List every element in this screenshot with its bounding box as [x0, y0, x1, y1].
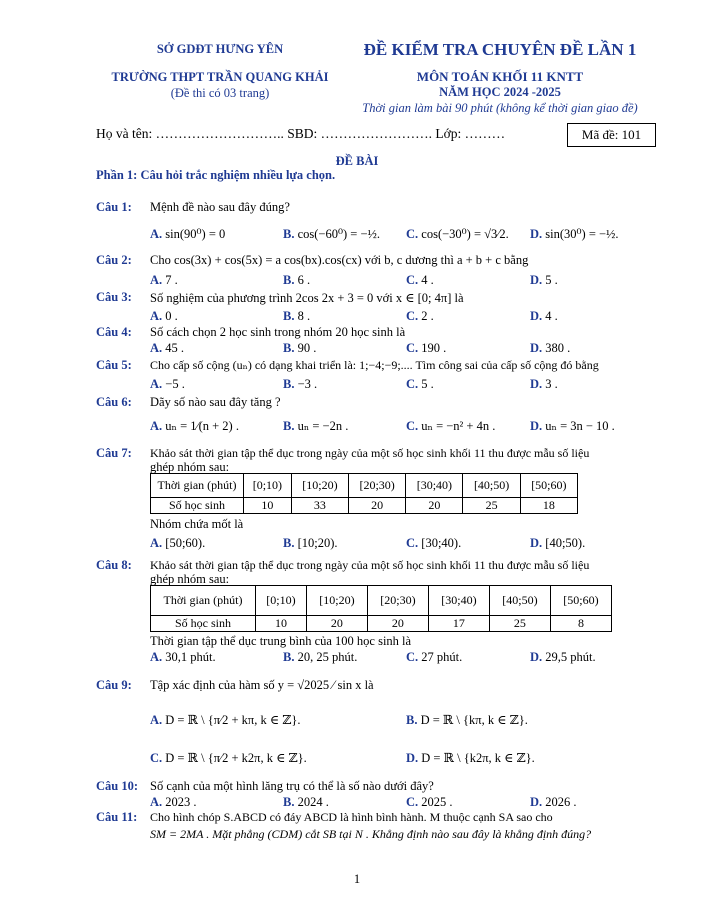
- option-a: A. 2023 .: [150, 795, 197, 809]
- table-cell: [0;10): [244, 474, 292, 498]
- table-header-cell: Số học sinh: [151, 616, 256, 632]
- question-label: Câu 7:: [96, 446, 132, 460]
- question-label: Câu 5:: [96, 358, 132, 372]
- question-text: Dãy số nào sau đây tăng ?: [150, 395, 281, 409]
- option-c: C. cos(−30⁰) = √3⁄2.: [406, 227, 509, 241]
- option-b: B. 6 .: [283, 273, 311, 287]
- question-label: Câu 1:: [96, 200, 132, 214]
- option-c: C. 5 .: [406, 377, 434, 391]
- department-name: SỞ GDĐT HƯNG YÊN: [156, 42, 284, 56]
- option-b: B. cos(−60⁰) = −½.: [283, 227, 380, 241]
- option-c: C. 4 .: [406, 273, 434, 287]
- option-a: A. sin(90⁰) = 0: [150, 227, 226, 241]
- question-label: Câu 2:: [96, 253, 132, 267]
- table-cell: 20: [349, 498, 406, 514]
- table-cell: 20: [367, 616, 428, 632]
- question-text: Số nghiệm của phương trình 2cos 2x + 3 = 0 với x ∈ [0; 4π] là: [150, 291, 464, 305]
- option-a: A. 7 .: [150, 273, 178, 287]
- question-label: Câu 9:: [96, 678, 132, 692]
- table-cell: [40;50): [463, 474, 520, 498]
- table-cell: 18: [520, 498, 577, 514]
- option-a: A. [50;60).: [150, 536, 206, 550]
- option-d: D. D = ℝ \ {k2π, k ∈ ℤ}.: [406, 751, 535, 765]
- table-header-cell: Số học sinh: [151, 498, 244, 514]
- exam-code-box: Mã đề: 101: [567, 123, 656, 147]
- option-b: B. 8 .: [283, 309, 311, 323]
- table-cell: 25: [489, 616, 550, 632]
- table-cell: [0;10): [256, 586, 307, 616]
- table-cell: 20: [406, 498, 463, 514]
- option-b: B. D = ℝ \ {kπ, k ∈ ℤ}.: [406, 713, 528, 727]
- option-c: C. 27 phút.: [406, 650, 463, 664]
- frequency-table: [150, 585, 612, 632]
- table-cell: [50;60): [520, 474, 577, 498]
- option-d: D. sin(30⁰) = −½.: [530, 227, 619, 241]
- option-b: B. 2024 .: [283, 795, 329, 809]
- table-cell: [30;40): [406, 474, 463, 498]
- table-header-cell: Thời gian (phút): [151, 586, 256, 616]
- question-label: Câu 8:: [96, 558, 132, 572]
- option-d: D. 380 .: [530, 341, 571, 355]
- option-b: B. [10;20).: [283, 536, 338, 550]
- subject-title: MÔN TOÁN KHỐI 11 KNTT: [416, 69, 584, 84]
- question-text-cont: SM = 2MA . Mặt phẳng (CDM) cắt SB tại N . Khẳng định nào sau đây là khẳng định đúng?: [150, 827, 592, 841]
- pages-note: (Đề thi có 03 trang): [170, 86, 270, 100]
- option-a: A. 45 .: [150, 341, 185, 355]
- school-year: NĂM HỌC 2024 -2025: [439, 85, 561, 99]
- question-label: Câu 3:: [96, 290, 132, 304]
- option-a: A. D = ℝ \ {π⁄2 + kπ, k ∈ ℤ}.: [150, 713, 301, 727]
- table-cell: [10;20): [291, 474, 348, 498]
- table-cell: [40;50): [489, 586, 550, 616]
- option-c: C. 190 .: [406, 341, 447, 355]
- option-a: A. 30,1 phút.: [150, 650, 216, 664]
- option-b: B. 90 .: [283, 341, 317, 355]
- option-d: D. 29,5 phút.: [530, 650, 596, 664]
- option-b: B. uₙ = −2n .: [283, 419, 349, 433]
- option-b: B. 20, 25 phút.: [283, 650, 358, 664]
- question-label: Câu 4:: [96, 325, 132, 339]
- question-text: Khảo sát thời gian tập thể dục trong ngày của một số học sinh khối 11 thu được mẫu số liệu: [150, 446, 590, 460]
- question-text-cont: ghép nhóm sau:: [150, 572, 230, 586]
- question-prompt: Nhóm chứa mốt là: [150, 517, 244, 531]
- option-d: D. 3 .: [530, 377, 558, 391]
- school-name: TRƯỜNG THPT TRẦN QUANG KHẢI: [111, 70, 329, 84]
- question-text: Khảo sát thời gian tập thể dục trong ngày của một số học sinh khối 11 thu được mẫu số liệu: [150, 558, 590, 572]
- table-cell: 25: [463, 498, 520, 514]
- option-a: A. 0 .: [150, 309, 178, 323]
- question-text: Cho cos(3x) + cos(5x) = a cos(bx).cos(cx) với b, c dương thì a + b + c bằng: [150, 253, 529, 267]
- table-cell: 33: [291, 498, 348, 514]
- option-c: C. uₙ = −n² + 4n .: [406, 419, 496, 433]
- table-cell: 10: [256, 616, 307, 632]
- option-a: A. −5 .: [150, 377, 185, 391]
- question-text: Số cạnh của một hình lăng trụ có thể là số nào dưới đây?: [150, 779, 434, 793]
- option-b: B. −3 .: [283, 377, 318, 391]
- page-number: 1: [353, 872, 361, 886]
- option-c: C. 2025 .: [406, 795, 453, 809]
- option-d: D. uₙ = 3n − 10 .: [530, 419, 615, 433]
- option-d: D. 4 .: [530, 309, 558, 323]
- question-label: Câu 11:: [96, 810, 138, 824]
- table-cell: [30;40): [428, 586, 489, 616]
- question-label: Câu 6:: [96, 395, 132, 409]
- part1-title: Phần 1: Câu hỏi trắc nghiệm nhiều lựa chọn.: [96, 168, 336, 182]
- section-title: ĐỀ BÀI: [335, 154, 379, 168]
- question-text: Cho hình chóp S.ABCD có đáy ABCD là hình bình hành. M thuộc cạnh SA sao cho: [150, 810, 553, 824]
- table-cell: [20;30): [367, 586, 428, 616]
- option-c: C. D = ℝ \ {π⁄2 + k2π, k ∈ ℤ}.: [150, 751, 307, 765]
- option-c: C. [30;40).: [406, 536, 462, 550]
- question-prompt: Thời gian tập thể dục trung bình của 100 học sinh là: [150, 634, 412, 648]
- student-info-line: Họ và tên: ……………………….. SBD: ……………………. Lớp: ………: [96, 126, 506, 141]
- option-c: C. 2 .: [406, 309, 434, 323]
- time-note: Thời gian làm bài 90 phút (không kể thời gian giao đề): [362, 101, 638, 115]
- option-d: D. 5 .: [530, 273, 558, 287]
- frequency-table: [150, 473, 578, 514]
- table-cell: 17: [428, 616, 489, 632]
- exam-title: ĐỀ KIỂM TRA CHUYÊN ĐỀ LẦN 1: [363, 40, 637, 59]
- question-text: Cho cấp số cộng (uₙ) có dạng khai triển là: 1;−4;−9;.... Tìm công sai của cấp số cộng đó bằng: [150, 358, 599, 372]
- table-cell: [50;60): [550, 586, 611, 616]
- option-d: D. [40;50).: [530, 536, 586, 550]
- question-text: Mệnh đề nào sau đây đúng?: [150, 200, 290, 214]
- table-cell: 8: [550, 616, 611, 632]
- table-cell: [20;30): [349, 474, 406, 498]
- table-header-cell: Thời gian (phút): [151, 474, 244, 498]
- table-cell: 20: [306, 616, 367, 632]
- question-text-cont: ghép nhóm sau:: [150, 460, 230, 474]
- option-a: A. uₙ = 1⁄(n + 2) .: [150, 419, 239, 433]
- question-text: Số cách chọn 2 học sinh trong nhóm 20 học sinh là: [150, 325, 406, 339]
- option-d: D. 2026 .: [530, 795, 577, 809]
- question-label: Câu 10:: [96, 779, 139, 793]
- table-cell: [10;20): [306, 586, 367, 616]
- question-text: Tập xác định của hàm số y = √2025 ⁄ sin x là: [150, 678, 374, 692]
- table-cell: 10: [244, 498, 292, 514]
